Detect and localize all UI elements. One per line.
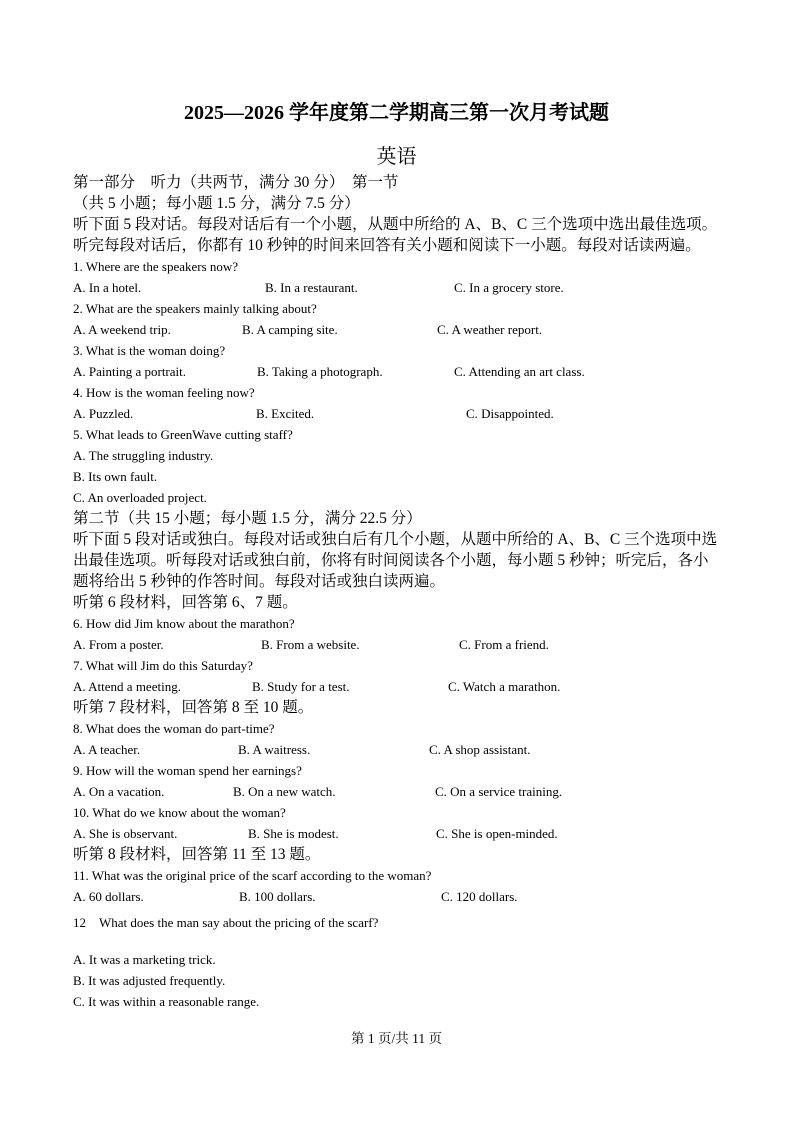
option-c: C. From a friend. <box>459 637 549 652</box>
option-c: C. A weather report. <box>437 322 543 337</box>
option-a: A. Attend a meeting. <box>73 679 181 694</box>
option-c: C. She is open-minded. <box>436 826 558 841</box>
option-c: C. An overloaded project. <box>73 490 207 505</box>
section1-meta: （共 5 小题；每小题 1.5 分，满分 7.5 分） <box>73 195 360 212</box>
option-b: B. Excited. <box>256 406 315 421</box>
exam-content <box>73 172 723 1012</box>
material-8-heading: 听第 8 段材料，回答第 11 至 13 题。 <box>73 846 321 863</box>
question-options <box>73 634 723 655</box>
option-b: B. On a new watch. <box>233 784 336 799</box>
question-stem: 4. How is the woman feeling now? <box>73 385 255 400</box>
question-stem: 7. What will Jim do this Saturday? <box>73 658 253 673</box>
section2-meta: 第二节（共 15 小题；每小题 1.5 分，满分 22.5 分） <box>73 510 422 527</box>
option-b: B. 100 dollars. <box>239 889 316 904</box>
option-a: A. It was a marketing trick. <box>73 952 216 967</box>
option-c: C. In a grocery store. <box>454 280 564 295</box>
subject-heading: 英语 <box>376 146 417 168</box>
question-stem: 6. How did Jim know about the marathon? <box>73 616 295 631</box>
option-b: B. She is modest. <box>248 826 339 841</box>
option-b: B. From a website. <box>261 637 360 652</box>
question-stem: 2. What are the speakers mainly talking about? <box>73 301 317 316</box>
question-stem: 8. What does the woman do part-time? <box>73 721 275 736</box>
question-options <box>73 886 723 907</box>
option-b: B. Its own fault. <box>73 469 158 484</box>
question-options <box>73 277 723 298</box>
question-stem: 11. What was the original price of the scarf according to the woman? <box>73 868 432 883</box>
question-options <box>73 781 723 802</box>
option-c: C. 120 dollars. <box>441 889 518 904</box>
option-a: A. Painting a portrait. <box>73 364 187 379</box>
option-b: B. It was adjusted frequently. <box>73 973 226 988</box>
question-options <box>73 361 723 382</box>
section2-instructions: 听下面 5 段对话或独白。每段对话或独白后有几个小题，从题中所给的 A、B、C 三个选项中选出最佳选项。听每段对话或独白前，你将有时间阅读各个小题，每小题 5 秒钟；听完后，各小题将给出 5 秒钟的作答时间。每段对话或独白读两遍。 <box>73 531 718 590</box>
part1-heading: 第一部分 听力（共两节，满分 30 分） 第一节 <box>73 174 399 191</box>
question-options <box>73 403 723 424</box>
question-options <box>73 319 723 340</box>
option-b: B. A camping site. <box>242 322 338 337</box>
option-a: A. A teacher. <box>73 742 141 757</box>
question-options <box>73 676 723 697</box>
option-a: A. On a vacation. <box>73 784 165 799</box>
option-c: C. Disappointed. <box>466 406 554 421</box>
question-stem: 5. What leads to GreenWave cutting staff? <box>73 427 293 442</box>
option-c: C. Attending an art class. <box>454 364 585 379</box>
option-a: A. From a poster. <box>73 637 164 652</box>
option-c: C. On a service training. <box>435 784 563 799</box>
option-c: C. Watch a marathon. <box>448 679 561 694</box>
question-options <box>73 823 723 844</box>
option-a: A. She is observant. <box>73 826 178 841</box>
option-a: A. A weekend trip. <box>73 322 171 337</box>
question-stem: 10. What do we know about the woman? <box>73 805 286 820</box>
exam-title: 2025—2026 学年度第二学期高三第一次月考试题 <box>184 102 609 124</box>
option-a: A. 60 dollars. <box>73 889 144 904</box>
material-7-heading: 听第 7 段材料，回答第 8 至 10 题。 <box>73 699 314 716</box>
question-stem: 12 What does the man say about the pricing of the scarf? <box>73 915 379 930</box>
option-b: B. A waitress. <box>238 742 311 757</box>
page-number: 第 1 页/共 11 页 <box>351 1031 442 1046</box>
option-a: A. Puzzled. <box>73 406 134 421</box>
option-b: B. Taking a photograph. <box>257 364 383 379</box>
option-b: B. In a restaurant. <box>265 280 358 295</box>
option-a: A. In a hotel. <box>73 280 142 295</box>
material-6-heading: 听第 6 段材料，回答第 6、7 题。 <box>73 594 298 611</box>
question-stem: 9. How will the woman spend her earnings? <box>73 763 302 778</box>
question-options <box>73 739 723 760</box>
option-c: C. It was within a reasonable range. <box>73 994 260 1009</box>
option-c: C. A shop assistant. <box>429 742 531 757</box>
question-stem: 3. What is the woman doing? <box>73 343 226 358</box>
section1-instructions: 听下面 5 段对话。每段对话后有一个小题，从题中所给的 A、B、C 三个选项中选出最佳选项。听完每段对话后，你都有 10 秒钟的时间来回答有关小题和阅读下一小题。每段对话读两遍。 <box>73 216 718 254</box>
option-a: A. The struggling industry. <box>73 448 214 463</box>
option-b: B. Study for a test. <box>252 679 350 694</box>
question-stem: 1. Where are the speakers now? <box>73 259 239 274</box>
